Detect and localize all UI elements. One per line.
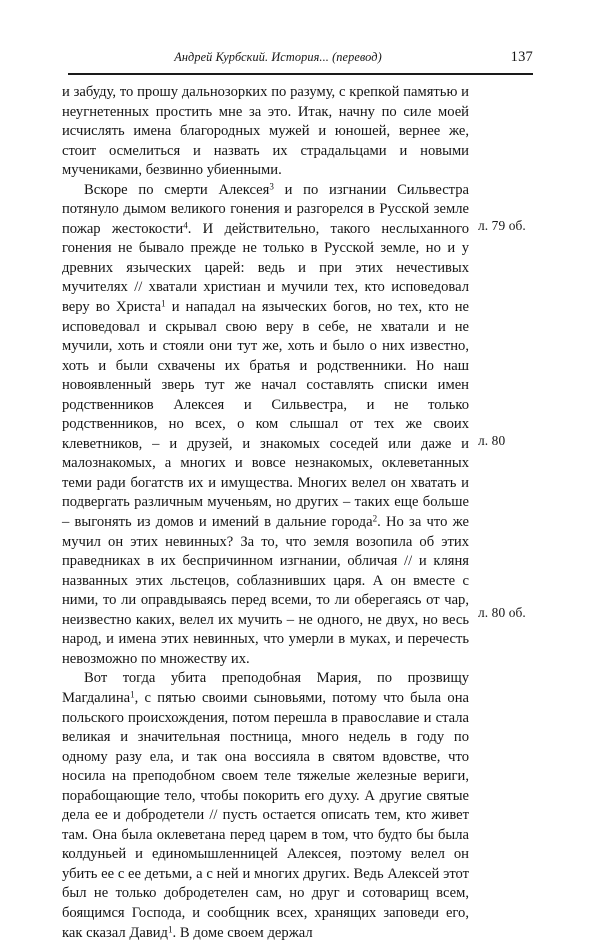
running-head <box>68 50 533 70</box>
paragraph: и забуду, то прошу дальнозорких по разуму, с крепкой памятью и неугнетенных простить мне за это. Итак, начну по силе моей исчислять имена благородных мужей и юношей, вернее же, стоит осмелиться и назвать их страдальцами и новыми мучениками, безвинно убиенными. <box>62 84 469 179</box>
margin-folio-note: л. 79 об. <box>478 218 526 233</box>
paragraph: Вскоре по смерти Алексея$^3$ и по изгнании Сильвестра потянуло дымом великого гонения и разгорелся в Русской земле пожар жестокости$^4$. И действительно, такого неслыханного гонения не бывало прежде не только в Русской земле, но и у древних языческих царей: ведь и при этих нечестивых мучителях // хватали христиан и мучили тех, кто исповедовал веру во Христа$^1$ и нападал на языческих богов, но тех, кто не исповедовал и скрывал свою веру в себе, не хватали и не мучили, хоть и стояли они тут же, хоть и было о них известно, хоть и были схвачены их братья и родственники. Но наш новоявленный зверь тут же начал составлять списки имен родственников Алексея и Сильвестра, и не только родственников, но всех, о ком слышал от тех же своих клеветников, – и друзей, и знакомых соседей или даже и малознакомых, а многих и вовсе незнакомых, оклеветанных теми ради богатств их и имущества. Многих велел он хватать и подвергать различным мученьям, но других – таких еще больше – выгонять из домов и имений в дальние города$^2$. Но за что же мучил он этих невинных? За то, что земля возопила об этих праведниках в их беспричинном изгнании, обличая // и кляня названных этих льстецов, соблазнивших царя. А он вместе с ними, то ли оправдываясь перед всеми, то ли оберегаясь от чар, неизвестно каких, велел их мучить – не одного, не двух, но весь народ, и имена этих невинных, что умерли в муках, и перечесть невозможно по множеству их. <box>62 181 469 667</box>
page-number: 137 <box>510 49 533 65</box>
header-rule <box>68 73 533 75</box>
running-head-title: Андрей Курбский. История... (перевод) <box>174 50 382 64</box>
paragraph: Вот тогда убита преподобная Мария, по прозвищу Магдалина$^1$, с пятью своими сыновьями, потому что была она польского происхождения, потом перешла в православие и стала великая и значительная постница, много недель в году по одному разу ела, и так она воссияла в святом вдовстве, что носила на преподобном своем теле тяжелые железные вериги, порабощающие тело, чтобы покорить его духу. А другие святые дела ее и добродетели // пусть остается описать тем, кто живет там. Она была оклеветана перед царем в том, что будто бы была колдуньей и единомышленницей Алексея, поэтому велел он убить ее с ее детьми, а с ней и многих других. Ведь Алексей этот был не только добродетелен сам, но друг и сотоварищ всем, боящимся Господа, и сообщник всех, хранящих заповеди его, как сказал Давид$^1$. В доме своем держал <box>62 670 469 941</box>
body-text-column <box>62 83 469 943</box>
margin-folio-note: л. 80 об. <box>478 605 526 620</box>
margin-folio-note: л. 80 <box>478 433 506 448</box>
